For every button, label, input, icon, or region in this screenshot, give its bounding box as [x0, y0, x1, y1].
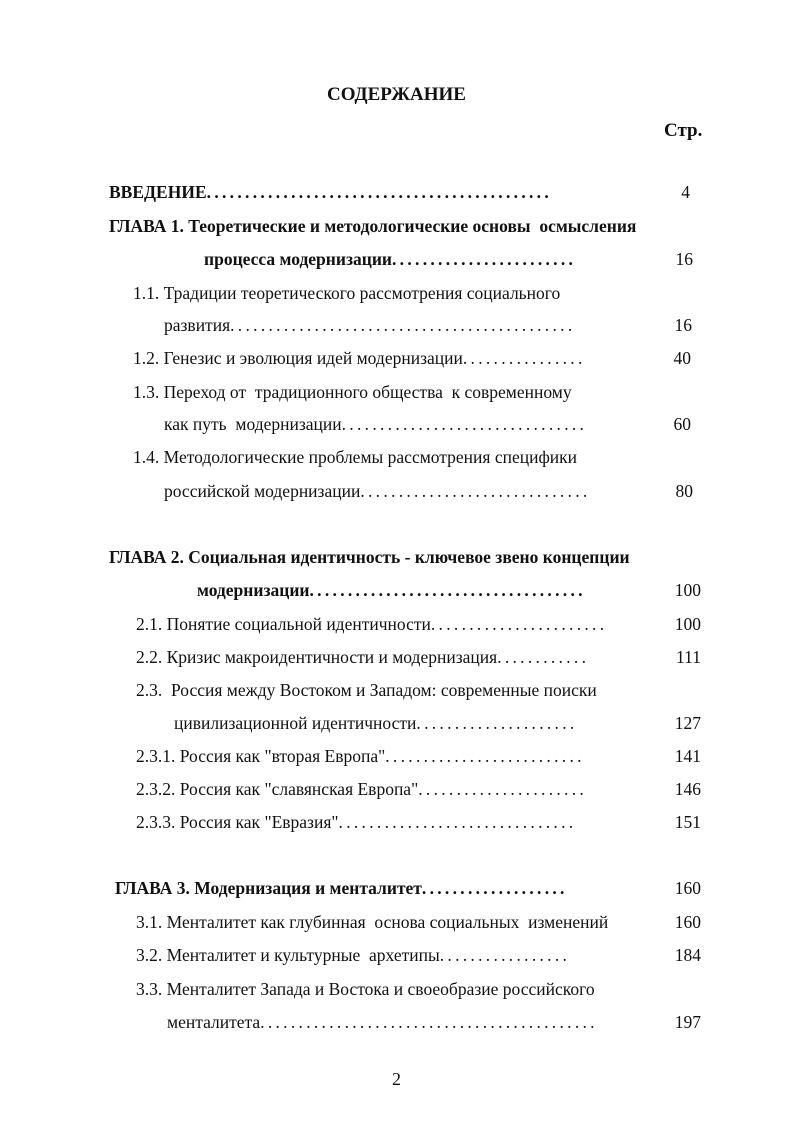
toc-page: 127: [674, 713, 701, 733]
toc-section-2-3-3[interactable]: 2.3.3. Россия как "Евразия"...............................: [136, 812, 577, 832]
toc-page: 4: [681, 182, 690, 202]
toc-page: 40: [673, 348, 691, 368]
page-column-label: Стр.: [664, 120, 703, 141]
toc-section-1-1-cont[interactable]: развития.............................................: [164, 315, 576, 335]
toc-page: 151: [674, 812, 701, 832]
toc-page: 197: [674, 1012, 701, 1032]
toc-page: 100: [674, 614, 701, 634]
toc-page: 16: [674, 315, 692, 335]
toc-section-3-2[interactable]: 3.2. Менталитет и культурные архетипы.................: [136, 945, 571, 965]
toc-section-1-1[interactable]: 1.1. Традиции теоретического рассмотрения социального: [133, 283, 561, 303]
toc-chapter-3[interactable]: ГЛАВА 3. Модернизация и менталитет...................: [115, 878, 568, 898]
toc-section-2-1[interactable]: 2.1. Понятие социальной идентичности.......................: [136, 614, 608, 634]
toc-section-1-3-cont[interactable]: как путь модернизации................................: [164, 414, 588, 434]
toc-page: 60: [673, 414, 691, 434]
page-title: СОДЕРЖАНИЕ: [327, 84, 466, 105]
toc-page: 160: [674, 878, 701, 898]
toc-page: 160: [674, 912, 701, 932]
toc-section-3-1[interactable]: 3.1. Менталитет как глубинная основа социальных изменений: [136, 912, 609, 932]
toc-page: 184: [674, 945, 701, 965]
toc-section-1-2[interactable]: 1.2. Генезис и эволюция идей модернизации................: [133, 348, 586, 368]
toc-section-1-3[interactable]: 1.3. Переход от традиционного общества к современному: [133, 382, 572, 402]
toc-section-1-4-cont[interactable]: российской модернизации..............................: [164, 481, 591, 501]
page-number: 2: [392, 1069, 401, 1089]
toc-page: 111: [676, 647, 701, 667]
toc-page: 141: [674, 746, 701, 766]
toc-section-2-2[interactable]: 2.2. Кризис макроидентичности и модернизация............: [136, 647, 590, 667]
toc-section-2-3-2[interactable]: 2.3.2. Россия как "славянская Европа"......................: [136, 779, 588, 799]
toc-section-3-3[interactable]: 3.3. Менталитет Запада и Востока и своеобразие российского: [136, 979, 595, 999]
toc-chapter-1[interactable]: ГЛАВА 1. Теоретические и методологические основы осмысления: [109, 216, 637, 236]
toc-page: 16: [675, 249, 693, 269]
toc-section-2-3-1[interactable]: 2.3.1. Россия как "вторая Европа"..........................: [136, 746, 585, 766]
toc-chapter-2[interactable]: ГЛАВА 2. Социальная идентичность - ключевое звено концепции: [109, 547, 630, 567]
toc-section-1-4[interactable]: 1.4. Методологические проблемы рассмотрения специфики: [133, 447, 578, 467]
toc-chapter-1-cont[interactable]: процесса модернизации........................: [204, 249, 577, 269]
toc-section-2-3-cont[interactable]: цивилизационной идентичности.....................: [174, 713, 578, 733]
toc-page: 100: [674, 580, 701, 600]
toc-section-2-3[interactable]: 2.3. Россия между Востоком и Западом: современные поиски: [136, 680, 597, 700]
toc-entry-introduction[interactable]: ВВЕДЕНИЕ.............................................: [109, 182, 553, 202]
toc-page: 80: [675, 481, 693, 501]
toc-section-3-3-cont[interactable]: менталитета............................................: [167, 1012, 598, 1032]
toc-page: 146: [674, 779, 701, 799]
toc-chapter-2-cont[interactable]: модернизации....................................: [197, 580, 586, 600]
